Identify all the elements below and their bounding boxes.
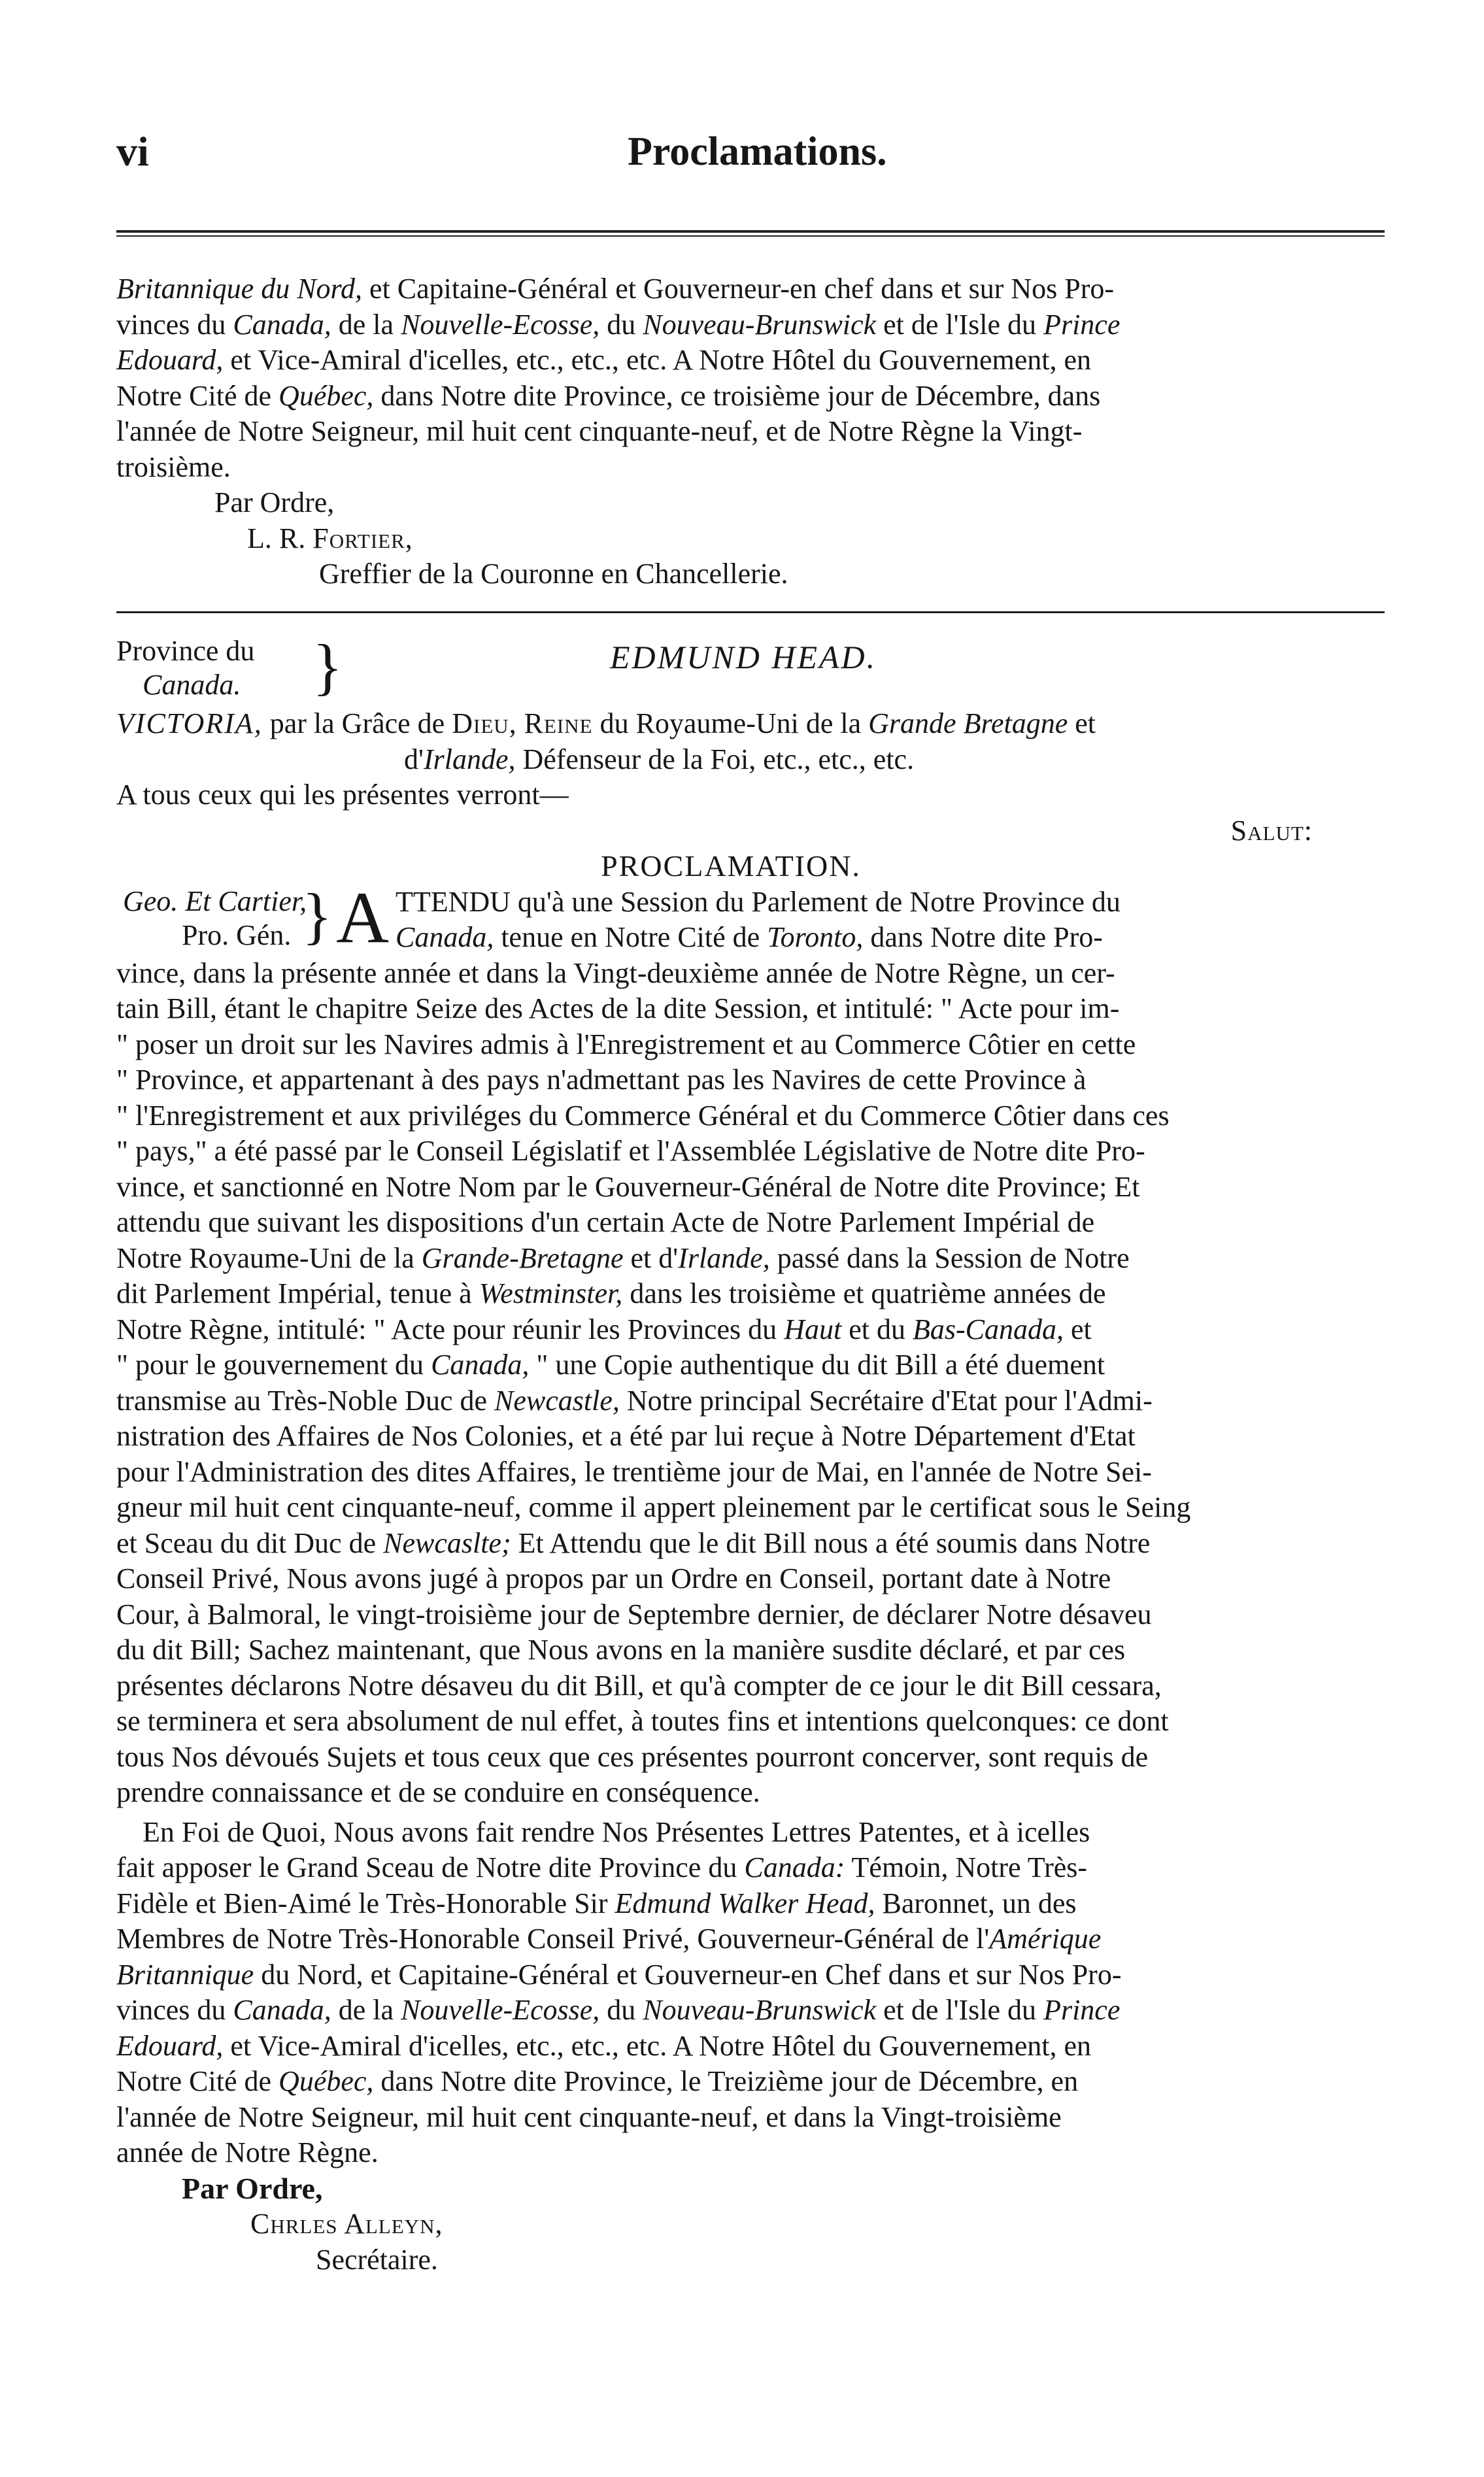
text-line [116, 343, 1385, 379]
margin-note [116, 885, 312, 952]
margin-note-name: Geo. Et Cartier, [123, 885, 307, 917]
running-title: Proclamations. [628, 129, 887, 174]
place-name: Bas-Canada, [912, 1313, 1064, 1345]
text-run: du [599, 308, 643, 341]
place-name: Nouveau-Brunswick [643, 308, 877, 341]
place-name: Nouvelle-Ecosse, [401, 308, 600, 341]
text-run: dit Parlement Impérial, tenue à [116, 1277, 479, 1309]
text-run: Fidèle et Bien-Aimé le Très-Honorable Sir [116, 1887, 615, 1919]
text-line: tous Nos dévoués Sujets et tous ceux que ces présentes pourront concerver, sont requis de [116, 1740, 1149, 1773]
text-line: vince, et sanctionné en Notre Nom par le Gouverneur-Général de Notre dite Province; Et [116, 1170, 1140, 1203]
closing-paragraph [116, 1815, 1385, 2171]
text-run: vinces du [116, 1994, 233, 2026]
text-run: transmise au Très-Noble Duc de [116, 1384, 495, 1417]
text-run: l'année de Notre Seigneur, mil huit cent cinquante-neuf, et de Notre Règne la Vingt- [116, 415, 1083, 447]
text-run: et Sceau du dit Duc de [116, 1526, 384, 1559]
text-run: d' [404, 743, 424, 775]
place-name: Québec, [278, 2065, 374, 2097]
text-run: Défenseur de la Foi, etc., etc., etc. [515, 743, 915, 775]
text-run: Témoin, Notre Très- [845, 1851, 1088, 1883]
text-run: passé dans la Session de Notre [769, 1241, 1130, 1274]
section-rule [116, 611, 1385, 613]
place-name: Prince [1043, 308, 1121, 341]
place-name: Irlande, [678, 1241, 770, 1274]
text-line: TTENDU qu'à une Session du Parlement de Notre Province du [395, 885, 1121, 918]
province-line: Province du [116, 635, 255, 667]
text-line [116, 450, 1385, 486]
text-line: vince, dans la présente année et dans la Vingt-deuxième année de Notre Règne, un cer- [116, 956, 1115, 989]
text-line: tain Bill, étant le chapitre Seize des Actes de la dite Session, et intitulé: " Acte pour im- [116, 992, 1120, 1024]
text-line: du dit Bill; Sachez maintenant, que Nous avons en la manière susdite déclaré, et par ces [116, 1634, 1126, 1666]
opening-block [116, 885, 1385, 956]
place-name: Québec, [278, 379, 374, 412]
text-run: par la Grâce de [262, 707, 452, 739]
text-run: " une Copie authentique du dit Bill a été duement [529, 1349, 1105, 1381]
sovereign-line [116, 706, 1385, 742]
text-line: " poser un droit sur les Navires admis à l'Enregistrement et au Commerce Côtier en cette [116, 1028, 1136, 1060]
place-name: Haut [784, 1313, 842, 1345]
text-run: du [599, 1994, 643, 2026]
text-run: Notre principal Secrétaire d'Etat pour l'Admi- [619, 1384, 1153, 1417]
text-run: dans Notre dite Province, ce troisième jour de Décembre, dans [373, 379, 1101, 412]
text-line: l'année de Notre Seigneur, mil huit cent cinquante-neuf, et dans la Vingt-troisième [116, 2100, 1062, 2133]
place-name: Canada, [233, 1994, 331, 2026]
text-line [116, 1347, 1385, 1383]
text-run: et de l'Isle du [876, 1994, 1044, 2026]
place-name: Canada, [395, 921, 494, 953]
salut-line: Salut: [1230, 814, 1313, 847]
text-line: pour l'Administration des dites Affaires, le trentième jour de Mai, en l'année de Notre Sei- [116, 1455, 1152, 1488]
text-run: de la [331, 308, 401, 341]
margin-note-line [116, 918, 312, 952]
by-order-label: Par Ordre, [182, 2171, 323, 2205]
text-line [116, 1241, 1385, 1277]
place-name: Canada, [431, 1349, 530, 1381]
place-name: Edouard, [116, 2029, 224, 2062]
text-run: et [1068, 707, 1096, 739]
text-line: attendu que suivant les dispositions d'un certain Acte de Notre Parlement Impérial de [116, 1206, 1095, 1238]
text-run: et d' [623, 1241, 679, 1274]
text-run: et [1063, 1313, 1092, 1345]
text-line [116, 1850, 1385, 1886]
place-name: Amérique [989, 1923, 1102, 1955]
text-run: Reine [524, 707, 593, 739]
address-line: A tous ceux qui les présentes verront— [116, 779, 569, 811]
proclamation-body [116, 885, 1385, 1811]
text-line: " Province, et appartenant à des pays n'admettant pas les Navires de cette Province à [116, 1064, 1087, 1096]
text-line: En Foi de Quoi, Nous avons fait rendre Nos Présentes Lettres Patentes, et à icelles [143, 1815, 1090, 1848]
place-name: Canada: [744, 1851, 845, 1883]
text-run: Notre Royaume-Uni de la [116, 1241, 422, 1274]
text-line [116, 2029, 1385, 2064]
margin-note-office: Pro. Gén. [182, 918, 292, 951]
text-run: Notre Cité de [116, 379, 279, 412]
text-run: Dieu, [452, 707, 517, 739]
place-name: Toronto, [767, 921, 864, 953]
place-name: Britannique [116, 1958, 254, 1991]
first-proclamation-text [116, 271, 1385, 485]
person-name: Edmund Walker Head, [615, 1887, 875, 1919]
brace-glyph: } [312, 632, 343, 701]
sovereign-name: VICTORIA, [116, 707, 263, 739]
second-proclamation [116, 634, 1385, 2278]
place-name: Nouvelle-Ecosse, [401, 1994, 600, 2026]
place-name: Nouveau-Brunswick [643, 1994, 877, 2026]
first-proclamation-end [116, 271, 1385, 592]
text-line [116, 271, 1385, 307]
text-run: et du [841, 1313, 913, 1345]
signatory-name [116, 521, 1385, 557]
text-run: dans Notre dite Province, le Treizième jour de Décembre, en [373, 2065, 1079, 2097]
place-name: Grande Bretagne [868, 707, 1068, 739]
text-line: année de Notre Règne. [116, 2136, 379, 2168]
text-line [116, 1957, 1385, 1993]
text-run: dans Notre dite Pro- [863, 921, 1103, 953]
margin-note-line [116, 885, 312, 918]
text-line [116, 1993, 1385, 2029]
text-run: et de l'Isle du [876, 308, 1044, 341]
text-run: vinces du [116, 308, 233, 341]
text-run: du Nord, et Capitaine-Général et Gouverneur-en Chef dans et sur Nos Pro- [254, 1958, 1122, 1991]
province-name-text: Canada. [143, 669, 241, 701]
place-name: Prince [1043, 1994, 1121, 2026]
header-rule [116, 230, 1385, 237]
place-name: Irlande, [423, 743, 516, 775]
by-order-label: Par Ordre, [214, 486, 335, 518]
text-line [116, 1886, 1385, 1922]
signatory-initials: L. R. [247, 522, 313, 554]
text-line [116, 1276, 1385, 1312]
signatory-title: Secrétaire. [316, 2243, 438, 2276]
place-name: Britannique du Nord, [116, 273, 363, 305]
text-run: et Capitaine-Général et Gouverneur-en chef dans et sur Nos Pro- [362, 273, 1115, 305]
text-line [116, 1383, 1385, 1419]
text-run: du Royaume-Uni de la [592, 707, 869, 739]
text-line: " pays," a été passé par le Conseil Législatif et l'Assemblée Législative de Notre dite Pro- [116, 1135, 1145, 1167]
text-line: " l'Enregistrement et aux priviléges du Commerce Général et du Commerce Côtier dans ces [116, 1099, 1170, 1132]
text-line: présentes déclarons Notre désaveu du dit Bill, et qu'à compter de ce jour le dit Bill cessara, [116, 1669, 1162, 1702]
text-line: se terminera et sera absolument de nul effet, à toutes fins et intentions quelconques: ce dont [116, 1705, 1169, 1737]
text-run: fait apposer le Grand Sceau de Notre dite Province du [116, 1851, 745, 1883]
sovereign-line-2 [116, 742, 1385, 778]
proclamation-title: PROCLAMATION. [601, 849, 861, 883]
drop-cap: A [336, 884, 389, 956]
place-name: Newcastle, [494, 1384, 620, 1417]
text-run: troisième. [116, 450, 231, 483]
text-run: Notre Règne, intitulé: " Acte pour réunir les Provinces du [116, 1313, 784, 1345]
text-line [116, 1312, 1385, 1348]
text-line [116, 307, 1385, 343]
text-line: prendre connaissance et de se conduire en conséquence. [116, 1776, 760, 1808]
brace-glyph: } [302, 884, 333, 951]
text-line: Conseil Privé, Nous avons jugé à propos par un Ordre en Conseil, portant date à Notre [116, 1562, 1111, 1594]
text-run: et Vice-Amiral d'icelles, etc., etc., etc. A Notre Hôtel du Gouvernement, en [223, 2029, 1092, 2062]
signatory-name: Chrles Alleyn, [250, 2208, 443, 2240]
text-run: et Vice-Amiral d'icelles, etc., etc., etc. A Notre Hôtel du Gouvernement, en [223, 344, 1092, 376]
text-line [116, 1921, 1385, 1957]
signatory-surname: Fortier, [312, 522, 413, 554]
signatory-title: Greffier de la Couronne en Chancellerie. [319, 558, 788, 590]
text-run: Et Attendu que le dit Bill nous a été soumis dans Notre [511, 1526, 1151, 1559]
place-name: Westminster, [479, 1277, 623, 1309]
text-run: " pour le gouvernement du [116, 1349, 431, 1381]
place-name: Newcaslte; [383, 1526, 511, 1559]
place-name: Grande-Bretagne [421, 1241, 624, 1274]
text-line [116, 379, 1385, 414]
text-line: Cour, à Balmoral, le vingt-troisième jour de Septembre dernier, de déclarer Notre désaveu [116, 1598, 1152, 1630]
text-run: de la [331, 1994, 401, 2026]
text-run: Notre Cité de [116, 2065, 279, 2097]
page-folio: vi [116, 128, 149, 175]
text-run [517, 707, 524, 739]
governor-name: EDMUND HEAD. [610, 639, 877, 675]
text-run: Membres de Notre Très-Honorable Conseil Privé, Gouverneur-Général de l' [116, 1923, 990, 1955]
text-line [116, 414, 1385, 450]
province-name [116, 668, 254, 702]
text-run: tenue en Notre Cité de [494, 921, 767, 953]
text-line: gneur mil huit cent cinquante-neuf, comme il appert pleinement par le certificat sous le Seing [116, 1491, 1191, 1523]
place-name: Canada, [233, 308, 331, 341]
text-run: Baronnet, un des [875, 1887, 1077, 1919]
proclamation-heading [116, 634, 1385, 706]
text-line [116, 2064, 1385, 2100]
place-name: Edouard, [116, 344, 224, 376]
text-line: nistration des Affaires de Nos Colonies, et a été par lui reçue à Notre Département d'Etat [116, 1420, 1136, 1452]
text-line [116, 1526, 1385, 1562]
text-run: dans les troisième et quatrième années de [622, 1277, 1106, 1309]
province-label [116, 634, 254, 702]
